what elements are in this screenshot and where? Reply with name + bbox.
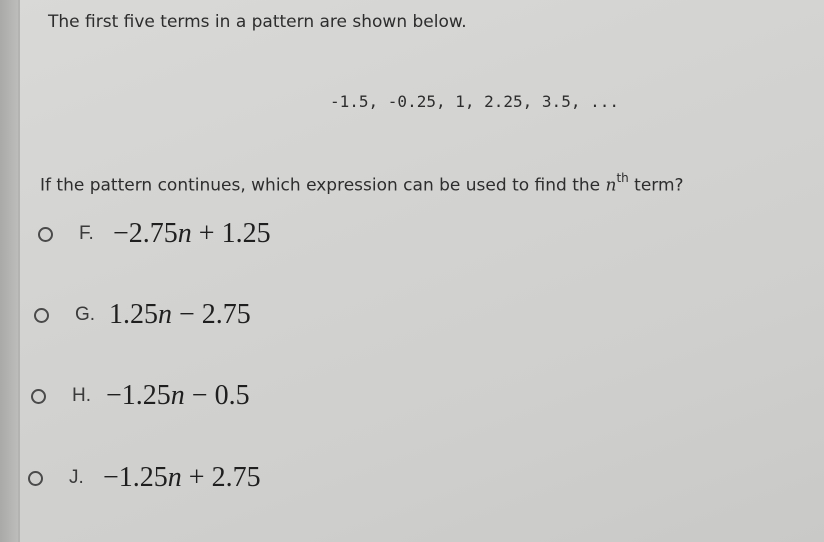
- radio-button-g[interactable]: [34, 308, 49, 323]
- option-letter-j: J.: [69, 467, 84, 488]
- answer-option-f[interactable]: [38, 218, 271, 250]
- question-suffix: term?: [628, 175, 684, 196]
- option-letter-g: G.: [75, 304, 96, 325]
- radio-button-j[interactable]: [28, 471, 43, 486]
- option-expression-f: −2.75n + 1.25: [113, 218, 271, 249]
- question-superscript: th: [616, 171, 629, 185]
- answer-option-j[interactable]: [28, 462, 261, 494]
- intro-text: The first five terms in a pattern are shown below.: [48, 12, 467, 32]
- sequence-text: -1.5, -0.25, 1, 2.25, 3.5, ...: [330, 92, 619, 111]
- radio-button-h[interactable]: [31, 389, 46, 404]
- left-edge-strip: [0, 0, 18, 542]
- question-variable: n: [605, 175, 617, 196]
- option-expression-g: 1.25n − 2.75: [109, 299, 251, 330]
- option-letter-f: F.: [79, 223, 94, 244]
- question-text: [40, 173, 684, 196]
- option-letter-h: H.: [72, 385, 91, 406]
- option-expression-h: −1.25n − 0.5: [106, 380, 250, 411]
- option-expression-j: −1.25n + 2.75: [103, 462, 261, 493]
- left-edge-divider: [18, 0, 20, 542]
- question-prefix: If the pattern continues, which expression can be used to find the: [40, 175, 606, 196]
- answer-option-g[interactable]: [34, 299, 251, 331]
- answer-option-h[interactable]: [31, 380, 250, 412]
- radio-button-f[interactable]: [38, 227, 53, 242]
